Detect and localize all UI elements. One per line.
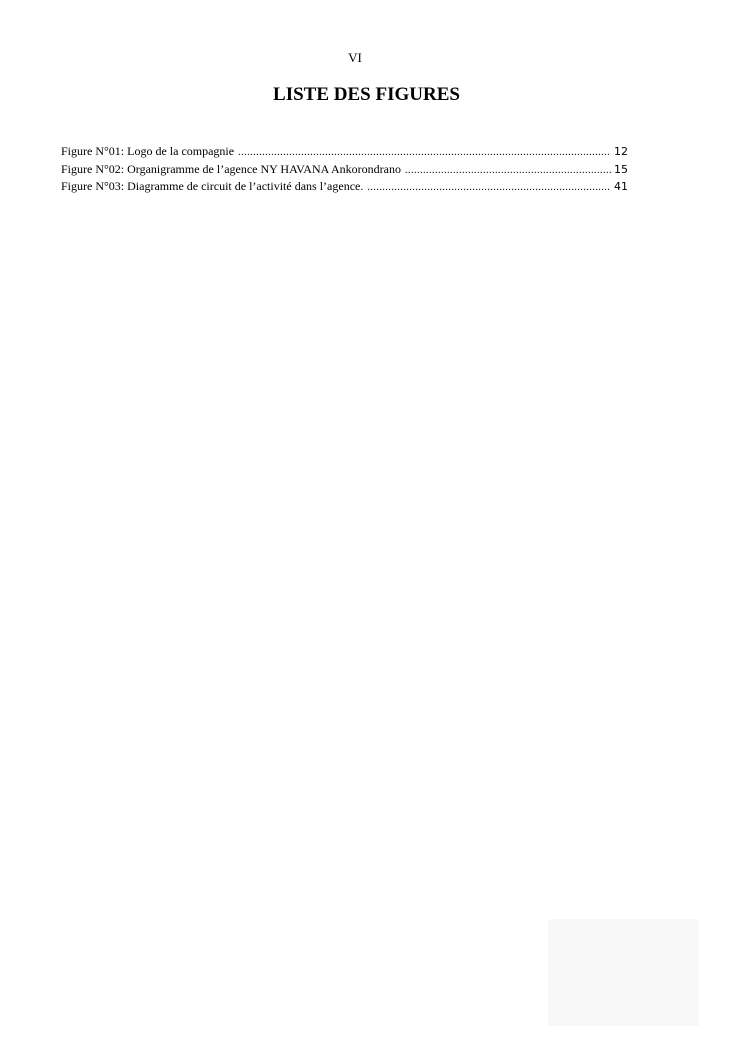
- dot-leader: [405, 162, 611, 179]
- dot-leader: [238, 144, 611, 161]
- figure-entry[interactable]: [61, 178, 628, 196]
- figure-entry-page: 12: [614, 145, 628, 158]
- figure-list: [61, 143, 628, 196]
- figure-entry-page: 41: [614, 180, 628, 193]
- page-number: VI: [348, 50, 362, 65]
- dot-leader: [367, 179, 611, 196]
- figure-entry-page: 15: [614, 162, 628, 176]
- figure-entry[interactable]: [61, 143, 628, 161]
- corner-block: [548, 919, 699, 1026]
- figure-entry-label: Figure N°03: Diagramme de circuit de l’activité dans l’agence.: [61, 179, 364, 193]
- page-title: LISTE DES FIGURES: [273, 84, 460, 105]
- figure-entry-label: Figure N°02: Organigramme de l’agence NY HAVANA Ankorondrano: [61, 161, 401, 176]
- figure-entry-label: Figure N°01: Logo de la compagnie: [61, 144, 235, 158]
- figure-entry[interactable]: [61, 161, 628, 179]
